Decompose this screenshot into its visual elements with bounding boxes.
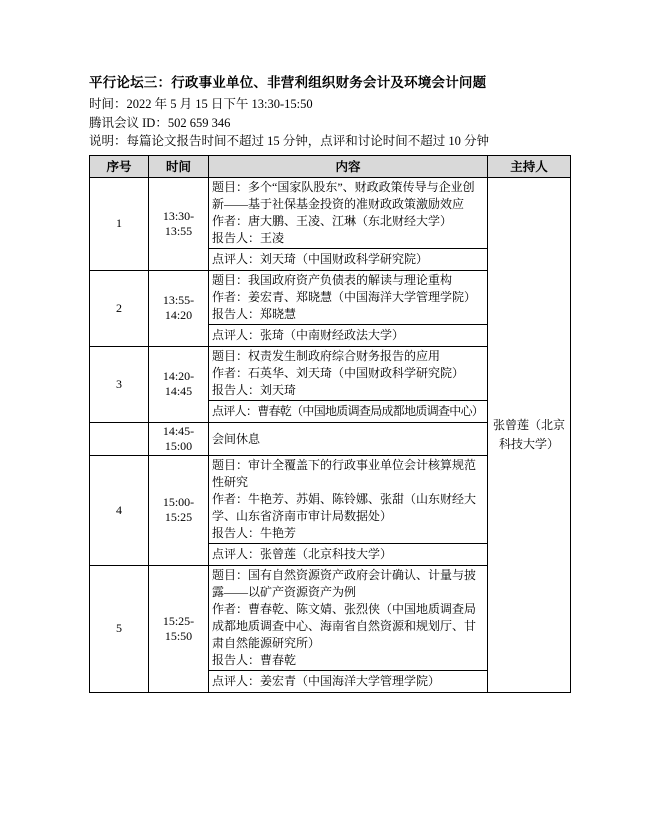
session-4-time: 15:00-15:25 — [149, 455, 209, 565]
session-1-content — [209, 177, 488, 248]
session-3-time: 14:20-14:45 — [149, 346, 209, 422]
table-header-row — [90, 155, 571, 177]
session-1-presenter: 报告人：王凌 — [212, 230, 285, 245]
session-2-no: 2 — [90, 270, 149, 346]
meta-note: 说明：每篇论文报告时间不超过 15 分钟，点评和讨论时间不超过 10 分钟 — [89, 134, 490, 148]
session-4-content — [209, 455, 488, 543]
session-3-no: 3 — [90, 346, 149, 422]
session-2-content — [209, 270, 488, 324]
session-2-commenter: 点评人：张琦（中南财经政法大学） — [212, 327, 405, 342]
col-header-no: 序号 — [90, 155, 149, 177]
session-3-presenter: 报告人：刘天琦 — [212, 382, 297, 397]
chair-cell: 张曾莲（北京科技大学） — [488, 177, 571, 692]
session-4-authors: 作者：牛艳芳、苏娟、陈铃娜、张甜（山东财经大学、山东省济南市审计局数据处） — [212, 491, 477, 523]
session-5-title: 题目：国有自然资源资产政府会计确认、计量与披露——以矿产资源资产为例 — [212, 567, 477, 599]
session-5-content — [209, 565, 488, 670]
session-4-no: 4 — [90, 455, 149, 565]
session-5-authors: 作者：曹春乾、陈文婧、张烈侠（中国地质调查局成都地质调查中心、海南省自然资源和规划厅、甘肃自然能源研究所） — [212, 601, 477, 650]
session-1-authors: 作者：唐大鹏、王凌、江琳（东北财经大学） — [212, 213, 453, 228]
session-2-presenter: 报告人：郑晓慧 — [212, 306, 297, 321]
session-5-no: 5 — [90, 565, 149, 692]
col-header-content: 内容 — [209, 155, 488, 177]
break-time: 14:45-15:00 — [149, 422, 209, 455]
session-4-title: 题目：审计全覆盖下的行政事业单位会计核算规范性研究 — [212, 457, 477, 489]
session-5-commenter: 点评人：姜宏青（中国海洋大学管理学院） — [212, 673, 441, 688]
session-2-time: 13:55-14:20 — [149, 270, 209, 346]
schedule-table — [89, 155, 571, 693]
session-1-commenter: 点评人：刘天琦（中国财政科学研究院） — [212, 251, 429, 266]
break-label: 会间休息 — [209, 422, 488, 455]
forum-title: 平行论坛三：行政事业单位、非营利组织财务会计及环境会计问题 — [89, 75, 487, 90]
session-1-title: 题目：多个“国家队股东”、财政政策传导与企业创新——基于社保基金投资的准财政政策激励效应 — [212, 179, 475, 211]
session-5-time: 15:25-15:50 — [149, 565, 209, 692]
session-3-content — [209, 346, 488, 400]
session-4-commenter: 点评人：张曾莲（北京科技大学） — [212, 546, 393, 561]
session-2-title: 题目：我国政府资产负债表的解读与理论重构 — [212, 272, 453, 287]
session-3-authors: 作者：石英华、刘天琦（中国财政科学研究院） — [212, 365, 465, 380]
session-5-presenter: 报告人：曹春乾 — [212, 652, 297, 667]
session-1-time: 13:30-13:55 — [149, 177, 209, 270]
col-header-chair: 主持人 — [488, 155, 571, 177]
document-page — [89, 74, 571, 693]
break-no-empty — [90, 422, 149, 455]
table-row-session-1 — [90, 177, 571, 248]
col-header-time: 时间 — [149, 155, 209, 177]
session-3-commenter: 点评人：曹春乾（中国地质调查局成都地质调查中心） — [212, 403, 484, 418]
session-4-presenter: 报告人：牛艳芳 — [212, 525, 297, 540]
session-3-title: 题目：权责发生制政府综合财务报告的应用 — [212, 348, 441, 363]
session-2-authors: 作者：姜宏青、郑晓慧（中国海洋大学管理学院） — [212, 289, 477, 304]
meta-time: 时间：2022 年 5 月 15 日下午 13:30-15:50 — [89, 97, 313, 111]
meta-meeting-id: 腾讯会议 ID：502 659 346 — [89, 115, 231, 130]
session-1-no: 1 — [90, 177, 149, 270]
